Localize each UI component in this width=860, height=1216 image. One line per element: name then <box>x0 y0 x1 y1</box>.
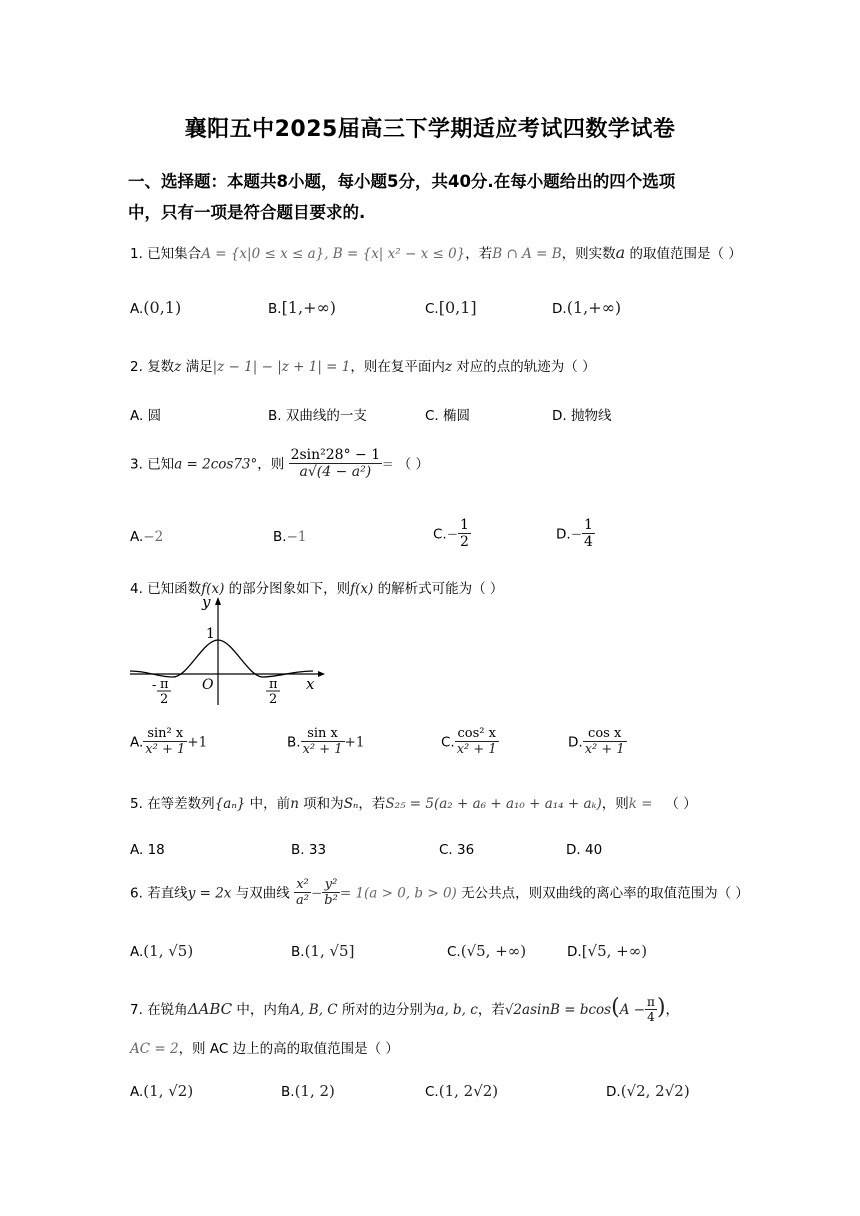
question-number: 7. <box>130 1002 143 1018</box>
math-expression: B ∩ A = B <box>492 246 562 262</box>
question-3: 3. 已知a = 2cos73°，则 $\frac{\text{2sin²28° − 1}}{\text{a√(4 − a²)}}$ = （ ） <box>130 447 430 481</box>
fraction: $\frac{\text{2sin²28° − 1}}{\text{a√(4 − a²)}}$ <box>290 447 381 481</box>
x-tick-right-two: 2 <box>269 692 278 707</box>
option-b[interactable]: B.−1 <box>273 529 307 545</box>
question-number: 2. <box>130 359 143 375</box>
option-a[interactable]: A. 圆 <box>130 408 162 424</box>
x-label: x <box>306 675 315 693</box>
option-d[interactable]: D. 抛物线 <box>552 408 612 424</box>
page-title: 襄阳五中2025届高三下学期适应考试四数学试卷 <box>184 117 676 142</box>
option-a[interactable]: A. $\frac{\text{sin² x}}{\text{x² + 1}}$ +1 <box>130 726 208 758</box>
x-tick-left-pi: π <box>160 677 169 692</box>
question-number: 5. <box>130 796 143 812</box>
question-5: 5. 在等差数列{aₙ} 中，前n 项和为Sₙ，若S₂₅ = 5(a₂ + a₆ + a₁₀ + a₁₄ + aₖ)，则k = （ ） <box>130 796 697 812</box>
math-expression: a <box>615 243 626 262</box>
option-a[interactable]: A. 18 <box>130 842 165 858</box>
option-c[interactable]: C. $\frac{\text{cos² x}}{\text{x² + 1}}$ <box>441 726 497 758</box>
option-d[interactable]: D.(√2, 2√2) <box>606 1082 690 1100</box>
y-tick-1: 1 <box>206 626 215 642</box>
question-6: 6. 若直线y = 2x 与双曲线 $\frac{\text{x²}}{\text{a²}}$ − $\frac{\text{y²}}{\text{b²}}$ = 1(a > 0, b > 0) 无公共点，则双曲线的离心率的取值范围为（ ） <box>130 877 749 909</box>
option-c[interactable]: C.(√5, +∞) <box>447 942 527 960</box>
section-header-line2: 中，只有一项是符合题目要求的. <box>128 203 366 222</box>
option-c[interactable]: C. 椭圆 <box>425 408 471 424</box>
option-d[interactable]: D.− $\frac{1}{4}$ <box>556 517 593 551</box>
option-b[interactable]: B.(1, √5] <box>291 942 355 960</box>
function-graph <box>128 593 328 708</box>
option-a[interactable]: A.(1, √5) <box>130 942 194 960</box>
y-label: y <box>202 593 211 611</box>
function-curve <box>130 640 313 677</box>
option-b[interactable]: B. 双曲线的一支 <box>268 408 367 424</box>
question-7-line2: AC = 2，则 AC 边上的高的取值范围是（ ） <box>130 1041 399 1057</box>
math-expression: √2asinB = bcos <box>504 1002 612 1018</box>
math-expression: S₂₅ = 5(a₂ + a₆ + a₁₀ + a₁₄ + aₖ) <box>385 796 602 812</box>
option-c[interactable]: C.− $\frac{1}{2}$ <box>433 517 469 551</box>
x-axis-arrow <box>318 671 325 677</box>
option-a[interactable]: A.−2 <box>130 529 164 545</box>
y-axis-arrow <box>215 597 221 605</box>
question-7: 7. 在锐角ΔABC 中，内角A, B, C 所对的边分别为a, b, c，若√2asinB = bcos(A − $\frac{\pi}{4}$ )， <box>130 994 680 1024</box>
math-expression: |z − 1| − |z + 1| = 1 <box>212 359 351 375</box>
section-header-line1: 一、选择题：本题共8小题，每小题5分，共40分.在每小题给出的四个选项 <box>128 172 676 191</box>
question-2: 2. 复数z 满足|z − 1| − |z + 1| = 1，则在复平面内z 对应的点的轨迹为（ ） <box>130 359 596 375</box>
question-number: 4. <box>130 581 143 597</box>
option-c[interactable]: C.(1, 2√2) <box>425 1082 499 1100</box>
option-c[interactable]: C. 36 <box>439 842 475 858</box>
question-number: 6. <box>130 885 143 902</box>
math-expression: A = {x|0 ≤ x ≤ a}, B = {x| x² − x ≤ 0} <box>201 246 466 262</box>
origin-label: O <box>202 677 214 693</box>
option-d[interactable]: D.[√5, +∞) <box>567 942 648 960</box>
option-b[interactable]: B.[1,+∞) <box>268 298 337 317</box>
option-d[interactable]: D.(1,+∞) <box>552 298 622 317</box>
option-a[interactable]: A.(1, √2) <box>130 1082 194 1100</box>
option-a[interactable]: A.(0,1) <box>130 298 182 317</box>
option-b[interactable]: B. $\frac{\text{sin x}}{\text{x² + 1}}$ +1 <box>287 726 365 758</box>
option-d[interactable]: D. $\frac{\text{cos x}}{\text{x² + 1}}$ <box>568 726 625 758</box>
question-4: 4. 已知函数f(x) 的部分图象如下，则f(x) 的解析式可能为（ ） <box>130 581 504 597</box>
question-1: 1. 已知集合A = {x|0 ≤ x ≤ a}, B = {x| x² − x ≤ 0}，若B ∩ A = B，则实数a 的取值范围是（ ） <box>130 243 742 262</box>
x-tick-right-pi: π <box>269 677 278 692</box>
option-b[interactable]: B. 33 <box>291 842 327 858</box>
option-b[interactable]: B.(1, 2) <box>281 1082 335 1100</box>
option-c[interactable]: C.[0,1] <box>425 298 477 317</box>
option-d[interactable]: D. 40 <box>566 842 603 858</box>
question-number: 1. <box>130 246 143 262</box>
x-tick-left-two: 2 <box>160 692 169 707</box>
question-number: 3. <box>130 456 143 473</box>
x-tick-minus: - <box>152 678 157 693</box>
